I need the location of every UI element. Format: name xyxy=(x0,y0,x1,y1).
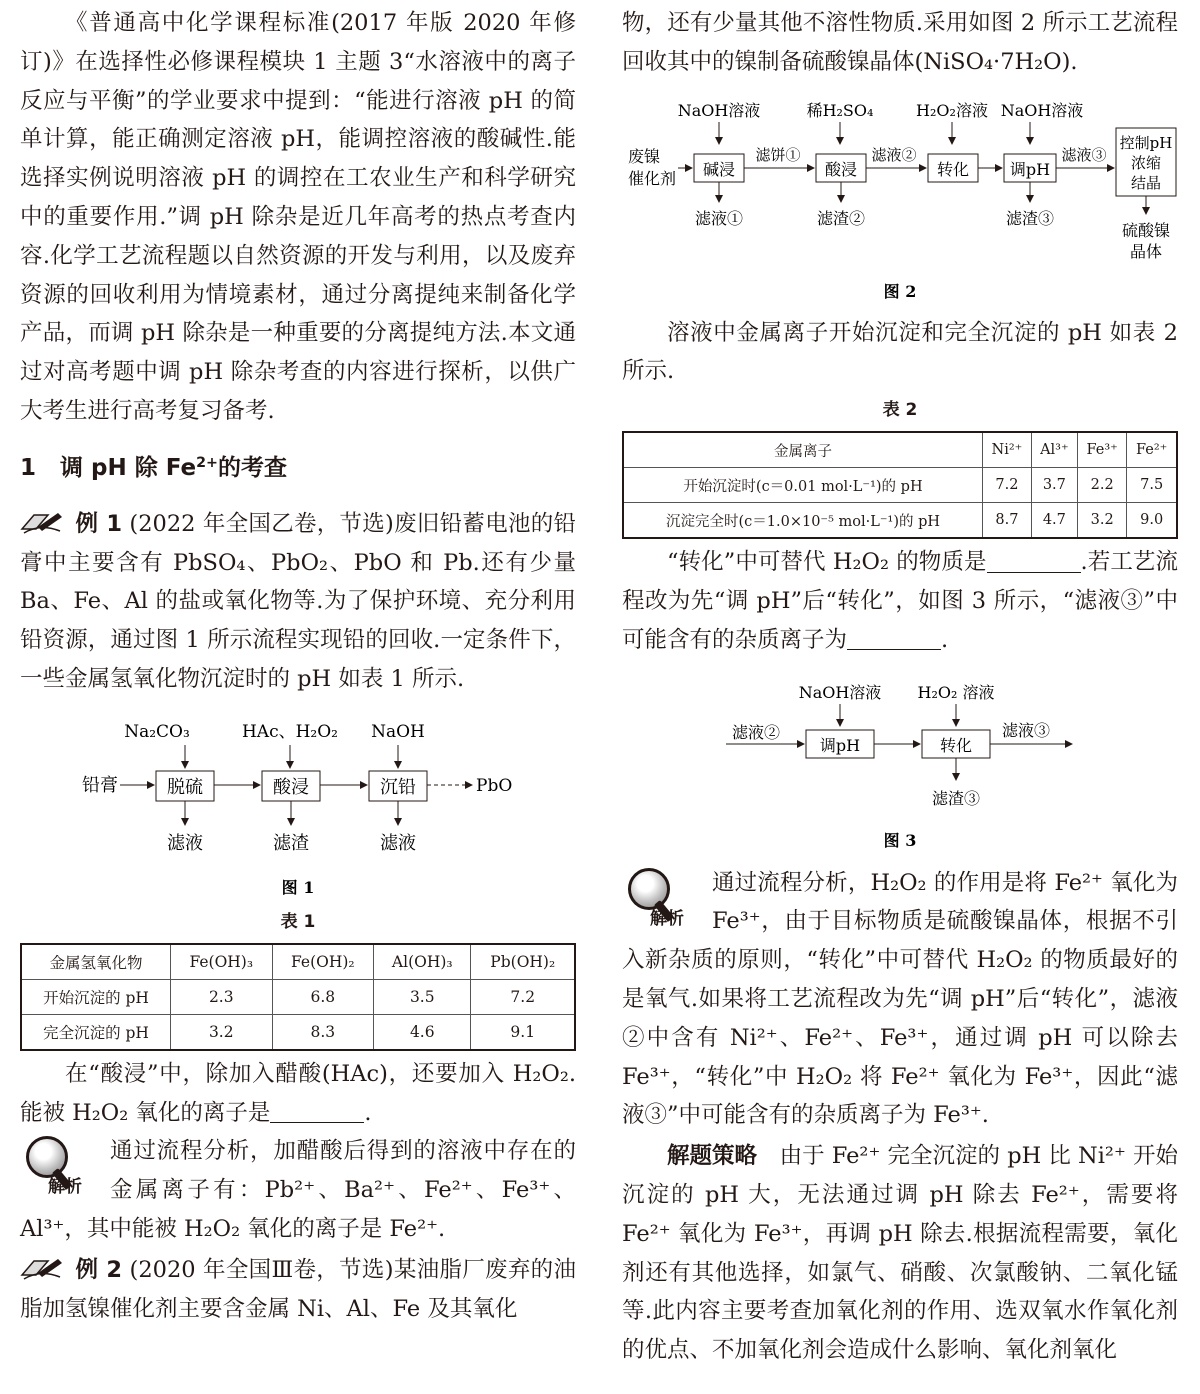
table1-header-cell: Al(OH)₃ xyxy=(374,944,471,980)
fig2-out4: 滤渣③ xyxy=(1005,208,1055,228)
table2-cell: 3.7 xyxy=(1031,468,1077,503)
analysis-label: 解析 xyxy=(48,1177,82,1198)
example-1-text: (2022 年全国乙卷，节选)废旧铅蓄电池的铅膏中主要含有 PbSO₄、PbO₂、PbO 和 Pb.还有少量 Ba、Fe、Al 的盐或氧化物等.为了保护环境、充分利用铅资源，通过图 1 所示流程实现铅的回收.一定条件下，一些金属氢氧化物沉淀时的 pH 如表 1 所示. xyxy=(20,510,577,692)
fig2-r3: H₂O₂溶液 xyxy=(916,100,988,120)
section-title-sup: 2+ xyxy=(196,454,218,471)
example-2-text: (2020 年全国Ⅲ卷，节选)某油脂厂废弃的油脂加氢镍催化剂主要含金属 Ni、Al、Fe 及其氧化 xyxy=(20,1256,576,1322)
table1-caption: 表 1 xyxy=(280,911,316,932)
fig3-output: 滤液③ xyxy=(1002,720,1051,740)
pen-icon xyxy=(20,509,68,535)
fig2-box5-line2: 浓缩 xyxy=(1130,153,1162,172)
table1-header-row xyxy=(21,944,575,980)
fig3-input: 滤液② xyxy=(732,722,781,742)
section-number: 1 xyxy=(20,454,37,481)
question-2 xyxy=(622,543,1178,659)
fig1-box3-label: 沉铅 xyxy=(380,776,416,798)
fig2-box5-line3: 结晶 xyxy=(1130,173,1162,192)
fig2-box1-label: 碱浸 xyxy=(702,159,736,179)
fig1-out3: 滤液 xyxy=(380,832,416,854)
table2-intro: 溶液中金属离子开始沉淀和完全沉淀的 pH 如表 2 所示. xyxy=(622,319,1178,385)
fig2-out2: 滤渣② xyxy=(816,208,866,228)
analysis-label: 解析 xyxy=(650,908,684,929)
magnifier-icon xyxy=(20,1132,110,1202)
intro-paragraph: 《普通高中化学课程标准(2017 年版 2020 年修订)》在选择性必修课程模块 1 主题 3“水溶液中的离子反应与平衡”的学业要求中提到：“能进行溶液 pH 的简单计算，能正确测定溶液 pH，能调控溶液的酸碱性.能选择实例说明溶液 pH 的调控在工农业生产和科学研究中的重要作用.”调 pH 除杂是近几年高考的热点考查内容.化学工艺流程题以自然资源的开发与利用，以及废弃资源的回收利用为情境素材，通过分离提纯来制备化学产品，而调 pH 除杂是一种重要的分离提纯方法.本文通过对高考题中调 pH 除杂考查的内容进行探析，以供广大考生进行高考复习备考. xyxy=(20,10,576,424)
table2-header-row xyxy=(623,432,1177,468)
answer-blank xyxy=(270,1097,364,1123)
table2-cell: 3.2 xyxy=(1077,503,1126,539)
figure-3-flowchart xyxy=(622,680,1178,856)
fig2-out5-line2: 晶体 xyxy=(1129,241,1163,261)
fig2-r1: NaOH溶液 xyxy=(677,100,761,120)
question-1-end: . xyxy=(364,1099,372,1126)
magnifier-icon xyxy=(622,864,712,934)
example-2-label: 例 2 xyxy=(75,1256,123,1283)
strategy-paragraph xyxy=(622,1137,1178,1370)
question-2-text-a: “转化”中可替代 H₂O₂ 的物质是 xyxy=(667,549,987,576)
table-row xyxy=(623,468,1177,503)
table-2 xyxy=(622,431,1178,539)
fig2-box4-label: 调pH xyxy=(1009,159,1051,179)
table2-cell: 8.7 xyxy=(983,503,1032,539)
table1-cell: 6.8 xyxy=(272,979,374,1014)
question-1 xyxy=(20,1055,576,1133)
table2-cell: 沉淀完全时(c＝1.0×10⁻⁵ mol·L⁻¹)的 pH xyxy=(623,503,983,539)
table2-header-cell: 金属离子 xyxy=(623,432,983,468)
left-column xyxy=(20,0,576,1328)
table1-cell: 7.2 xyxy=(471,979,575,1014)
fig1-box2-label: 酸浸 xyxy=(273,776,309,798)
fig2-input-line1: 废镍 xyxy=(628,146,661,166)
table1-header-cell: Fe(OH)₂ xyxy=(272,944,374,980)
fig1-output: PbO xyxy=(476,775,513,796)
fig2-r2: 稀H₂SO₄ xyxy=(806,100,874,120)
table1-header-cell: Pb(OH)₂ xyxy=(471,944,575,980)
fig2-box2-label: 酸浸 xyxy=(824,159,858,179)
table2-header-cell: Fe²⁺ xyxy=(1127,432,1177,468)
fig1-box1-label: 脱硫 xyxy=(167,776,203,798)
table1-cell: 3.2 xyxy=(171,1014,273,1050)
table2-cell: 开始沉淀时(c＝0.01 mol·L⁻¹)的 pH xyxy=(623,468,983,503)
answer-blank xyxy=(847,624,941,650)
section-heading xyxy=(20,451,576,485)
table2-cell: 2.2 xyxy=(1077,468,1126,503)
fig2-out1: 滤液① xyxy=(694,208,744,228)
table1-cell: 开始沉淀的 pH xyxy=(21,979,171,1014)
question-2-end: . xyxy=(941,626,949,653)
strategy-text: 由于 Fe²⁺ 完全沉淀的 pH 比 Ni²⁺ 开始沉淀的 pH 大，无法通过调 pH 除去 Fe²⁺，需要将 Fe²⁺ 氧化为 Fe³⁺，再调 pH 除去.根据流程需要，氧化剂还有其他选择，如氯气、硝酸、次氯酸钠、二氧化锰等.此内容主要考查加氧化剂的作用、选双氧水作氧化剂的优点、不加氧化剂会造成什么影响、氧化剂氧化 xyxy=(622,1143,1178,1364)
example-1 xyxy=(20,505,576,699)
fig1-out2: 滤渣 xyxy=(273,832,309,854)
fig2-caption: 图 2 xyxy=(883,281,917,301)
fig2-box3-label: 转化 xyxy=(936,159,970,179)
table2-caption: 表 2 xyxy=(882,400,918,421)
table-row xyxy=(21,1014,575,1050)
pen-icon xyxy=(20,1255,68,1281)
fig3-box2-label: 转化 xyxy=(939,735,973,755)
table2-cell: 7.2 xyxy=(983,468,1032,503)
fig3-caption: 图 3 xyxy=(883,830,917,850)
fig2-mid3: 滤液③ xyxy=(1061,145,1107,164)
fig1-reagent1: Na₂CO₃ xyxy=(124,721,190,742)
fig3-r2: H₂O₂ 溶液 xyxy=(917,682,995,702)
fig2-mid2: 滤液② xyxy=(871,145,917,164)
fig2-box5-line1: 控制pH xyxy=(1119,133,1173,152)
fig3-box1-label: 调pH xyxy=(819,735,861,755)
table1-cell: 4.6 xyxy=(374,1014,471,1050)
analysis-1 xyxy=(20,1132,576,1248)
table2-cell: 7.5 xyxy=(1127,468,1177,503)
example-1-label: 例 1 xyxy=(75,510,122,537)
table2-cell: 9.0 xyxy=(1127,503,1177,539)
table1-header-cell: Fe(OH)₃ xyxy=(171,944,273,980)
right-column xyxy=(622,0,1178,1370)
fig3-r1: NaOH溶液 xyxy=(798,682,882,702)
fig2-r4: NaOH溶液 xyxy=(1000,100,1084,120)
fig1-reagent2: HAc、H₂O₂ xyxy=(241,721,339,742)
table2-header-cell: Fe³⁺ xyxy=(1077,432,1126,468)
fig1-input: 铅膏 xyxy=(82,774,118,796)
table2-header-cell: Ni²⁺ xyxy=(983,432,1032,468)
fig1-caption: 图 1 xyxy=(281,877,315,897)
table1-header-cell: 金属氢氧化物 xyxy=(21,944,171,980)
strategy-label: 解题策略 xyxy=(667,1143,758,1170)
table-row xyxy=(21,979,575,1014)
table2-header-cell: Al³⁺ xyxy=(1031,432,1077,468)
figure-1-flowchart xyxy=(20,713,576,903)
section-title-a: 调 pH 除 Fe xyxy=(60,454,197,481)
fig3-out2: 滤渣③ xyxy=(931,788,981,808)
fig2-out5-line1: 硫酸镍 xyxy=(1121,220,1171,240)
table2-cell: 4.7 xyxy=(1031,503,1077,539)
answer-blank xyxy=(987,547,1081,573)
fig2-mid1: 滤饼① xyxy=(755,145,801,164)
fig2-input-line2: 催化剂 xyxy=(628,168,677,188)
table1-cell: 2.3 xyxy=(171,979,273,1014)
table1-cell: 3.5 xyxy=(374,979,471,1014)
question-2-text-b: .若工艺流程改为先“调 pH”后“转化”，如图 3 所示，“滤液③”中可能含有的杂质离子为 xyxy=(622,549,1178,653)
analysis-2-text: 通过流程分析，H₂O₂ 的作用是将 Fe²⁺ 氧化为 Fe³⁺，由于目标物质是硫酸镍晶体，根据不引入新杂质的原则，“转化”中可替代 H₂O₂ 的物质最好的是氧气.如果将工艺流程改为先“调 pH”后“转化”，滤液②中含有 Ni²⁺、Fe²⁺、Fe³⁺，通过调 pH 可以除去 Fe³⁺，“转化”中 H₂O₂ 将 Fe²⁺ 氧化为 Fe³⁺，因此“滤液③”中可能含有的杂质离子为 Fe³⁺. xyxy=(622,869,1178,1129)
fig1-out1: 滤液 xyxy=(167,832,203,854)
table-1 xyxy=(20,943,576,1051)
table-row xyxy=(623,503,1177,539)
section-title-b: 的考查 xyxy=(217,454,287,481)
analysis-1-text: 通过流程分析，加醋酸后得到的溶液中存在的金属离子有：Pb²⁺、Ba²⁺、Fe²⁺、Fe³⁺、Al³⁺，其中能被 H₂O₂ 氧化的离子是 Fe²⁺. xyxy=(20,1138,576,1242)
table1-cell: 完全沉淀的 pH xyxy=(21,1014,171,1050)
fig1-reagent3: NaOH xyxy=(371,721,425,742)
table1-cell: 9.1 xyxy=(471,1014,575,1050)
table1-cell: 8.3 xyxy=(272,1014,374,1050)
example-2-continued: 物，还有少量其他不溶性物质.采用如图 2 所示工艺流程回收其中的镍制备硫酸镍晶体(NiSO₄·7H₂O). xyxy=(622,10,1178,75)
analysis-2 xyxy=(622,864,1178,1136)
example-2 xyxy=(20,1251,576,1329)
question-1-text: 在“酸浸”中，除加入醋酸(HAc)，还要加入 H₂O₂.能被 H₂O₂ 氧化的离子是 xyxy=(20,1060,576,1126)
figure-2-flowchart xyxy=(622,96,1178,306)
